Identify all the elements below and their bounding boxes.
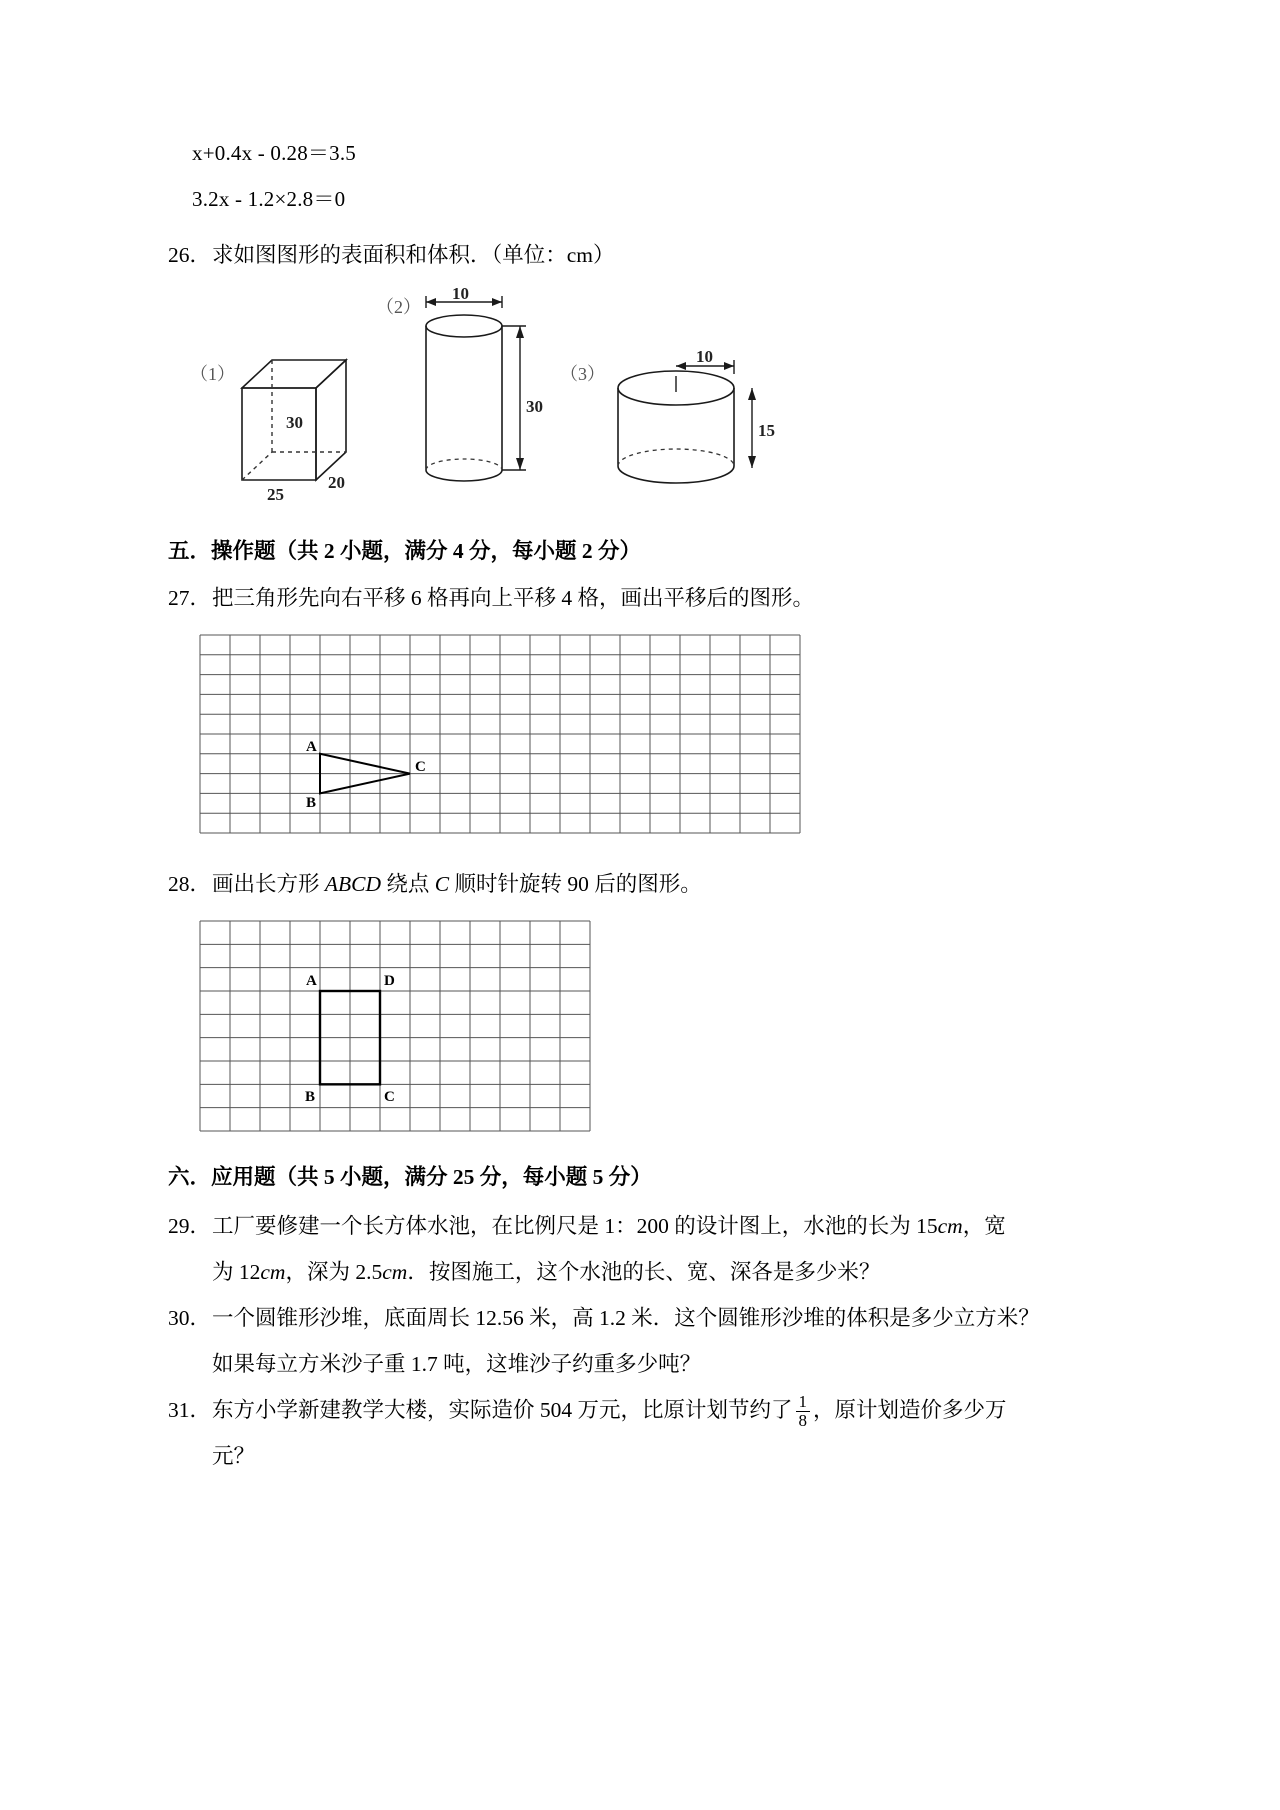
question-27: [168, 577, 1112, 619]
question-30-line-2: [168, 1341, 1112, 1387]
question-29: [168, 1203, 1112, 1295]
question-27-grid-figure: [200, 635, 1112, 833]
grid-lines: [200, 921, 590, 1131]
question-26-text: 求如图图形的表面积和体积．（单位：cm）: [212, 243, 615, 267]
question-26-number: 26．: [168, 243, 212, 267]
grid-lines: [200, 635, 800, 833]
question-28-grid-figure: [200, 921, 1112, 1131]
question-28-text-mid: 绕点: [381, 872, 435, 896]
question-28-rect-name: ABCD: [324, 872, 382, 896]
question-29-line2-c: ．按图施工，这个水池的长、宽、深各是多少米？: [407, 1260, 881, 1284]
question-28-text-pre: 画出长方形: [212, 872, 325, 896]
section-6-heading: 六．应用题（共 5 小题，满分 25 分，每小题 5 分）: [168, 1165, 652, 1189]
equation-1-text: x+0.4x - 0.28＝3.5: [192, 141, 356, 165]
question-26-figure: [168, 284, 1112, 513]
question-31-line-1: [168, 1387, 1112, 1433]
question-30-text-line1: 一个圆锥形沙堆，底面周长 12.56 米，高 1.2 米．这个圆锥形沙堆的体积是多少立方米？: [212, 1306, 1040, 1330]
rect-vertex-b-label: B: [305, 1089, 316, 1105]
question-29-unit-3: cm: [382, 1260, 408, 1284]
question-27-text: 把三角形先向右平移 6 格再向上平移 4 格，画出平移后的图形。: [212, 586, 815, 610]
question-28-point-name: C: [434, 872, 450, 896]
question-30-line-1: [168, 1295, 1112, 1341]
question-29-line2-b: ，深为 2.5: [285, 1260, 383, 1284]
cylinder-2-hidden-arc: [426, 459, 502, 470]
page-content: [168, 0, 1112, 1479]
question-31-text-a: 东方小学新建教学大楼，实际造价 504 万元，比原计划节约了: [212, 1398, 793, 1422]
question-30: [168, 1295, 1112, 1387]
cuboid-height-label: 30: [286, 413, 303, 432]
solids-figure: [168, 284, 775, 513]
question-29-number: 29．: [168, 1214, 212, 1238]
question-29-unit-1: cm: [937, 1214, 963, 1238]
cylinder-3-height-dim: [748, 388, 756, 468]
question-27-number: 27．: [168, 586, 212, 610]
fraction-numerator: 1: [798, 1391, 808, 1411]
question-31: [168, 1387, 1112, 1479]
cylinder-3-height-label: 15: [758, 421, 775, 440]
triangle-vertex-b-label: B: [306, 795, 317, 811]
cuboid-depth-label: 20: [328, 473, 345, 492]
rect-vertex-c-label: C: [384, 1089, 395, 1105]
question-28-number: 28．: [168, 872, 212, 896]
cylinder-3-hidden-arc: [618, 449, 734, 466]
question-28-text-post: 顺时针旋转 90 后的图形。: [449, 872, 702, 896]
question-30-text-line2: 如果每立方米沙子重 1.7 吨，这堆沙子约重多少吨？: [212, 1352, 702, 1376]
translation-grid: [200, 635, 800, 833]
figure-label-1: （1）: [190, 364, 235, 384]
question-29-line2-a: 为 12: [212, 1260, 261, 1284]
question-31-number: 31．: [168, 1398, 212, 1422]
question-29-line-2: [168, 1249, 1112, 1295]
rect-vertex-a-label: A: [306, 973, 317, 989]
question-29-text-b: ，宽: [962, 1214, 1006, 1238]
section-5-heading: 五．操作题（共 2 小题，满分 4 分，每小题 2 分）: [168, 539, 642, 563]
question-29-line-1: [168, 1203, 1112, 1249]
cylinder-2-height-label: 30: [526, 397, 543, 416]
cylinder-3-diameter-label: 10: [696, 347, 713, 366]
question-31-text-line2: 元？: [212, 1444, 256, 1468]
fraction-one-eighth: [796, 1393, 811, 1430]
rect-vertex-d-label: D: [384, 973, 395, 989]
question-29-text-a: 工厂要修建一个长方体水池，在比例尺是 1：200 的设计图上，水池的长为 15: [212, 1214, 938, 1238]
rotation-grid: [200, 921, 590, 1131]
equation-2-text: 3.2x - 1.2×2.8＝0: [192, 187, 346, 211]
triangle-vertex-c-label: C: [415, 759, 426, 775]
question-29-unit-2: cm: [260, 1260, 286, 1284]
cuboid-length-label: 25: [267, 485, 284, 504]
figure-label-3: （3）: [560, 364, 605, 384]
cylinder-2-shape: [426, 315, 502, 481]
triangle-vertex-a-label: A: [306, 739, 317, 755]
cylinder-2-height-dim: [502, 326, 526, 470]
question-31-line-2: [168, 1433, 1112, 1479]
question-26: [168, 234, 1112, 276]
equation-line-1: [192, 130, 1112, 176]
question-31-text-b: ，原计划造价多少万: [813, 1398, 1007, 1422]
figure-label-2: （2）: [376, 297, 421, 317]
question-28: [168, 863, 1112, 905]
fraction-denominator: 8: [796, 1411, 811, 1430]
equation-line-2: [192, 176, 1112, 222]
cylinder-2-diameter-label: 10: [452, 284, 469, 303]
question-30-number: 30．: [168, 1306, 212, 1330]
